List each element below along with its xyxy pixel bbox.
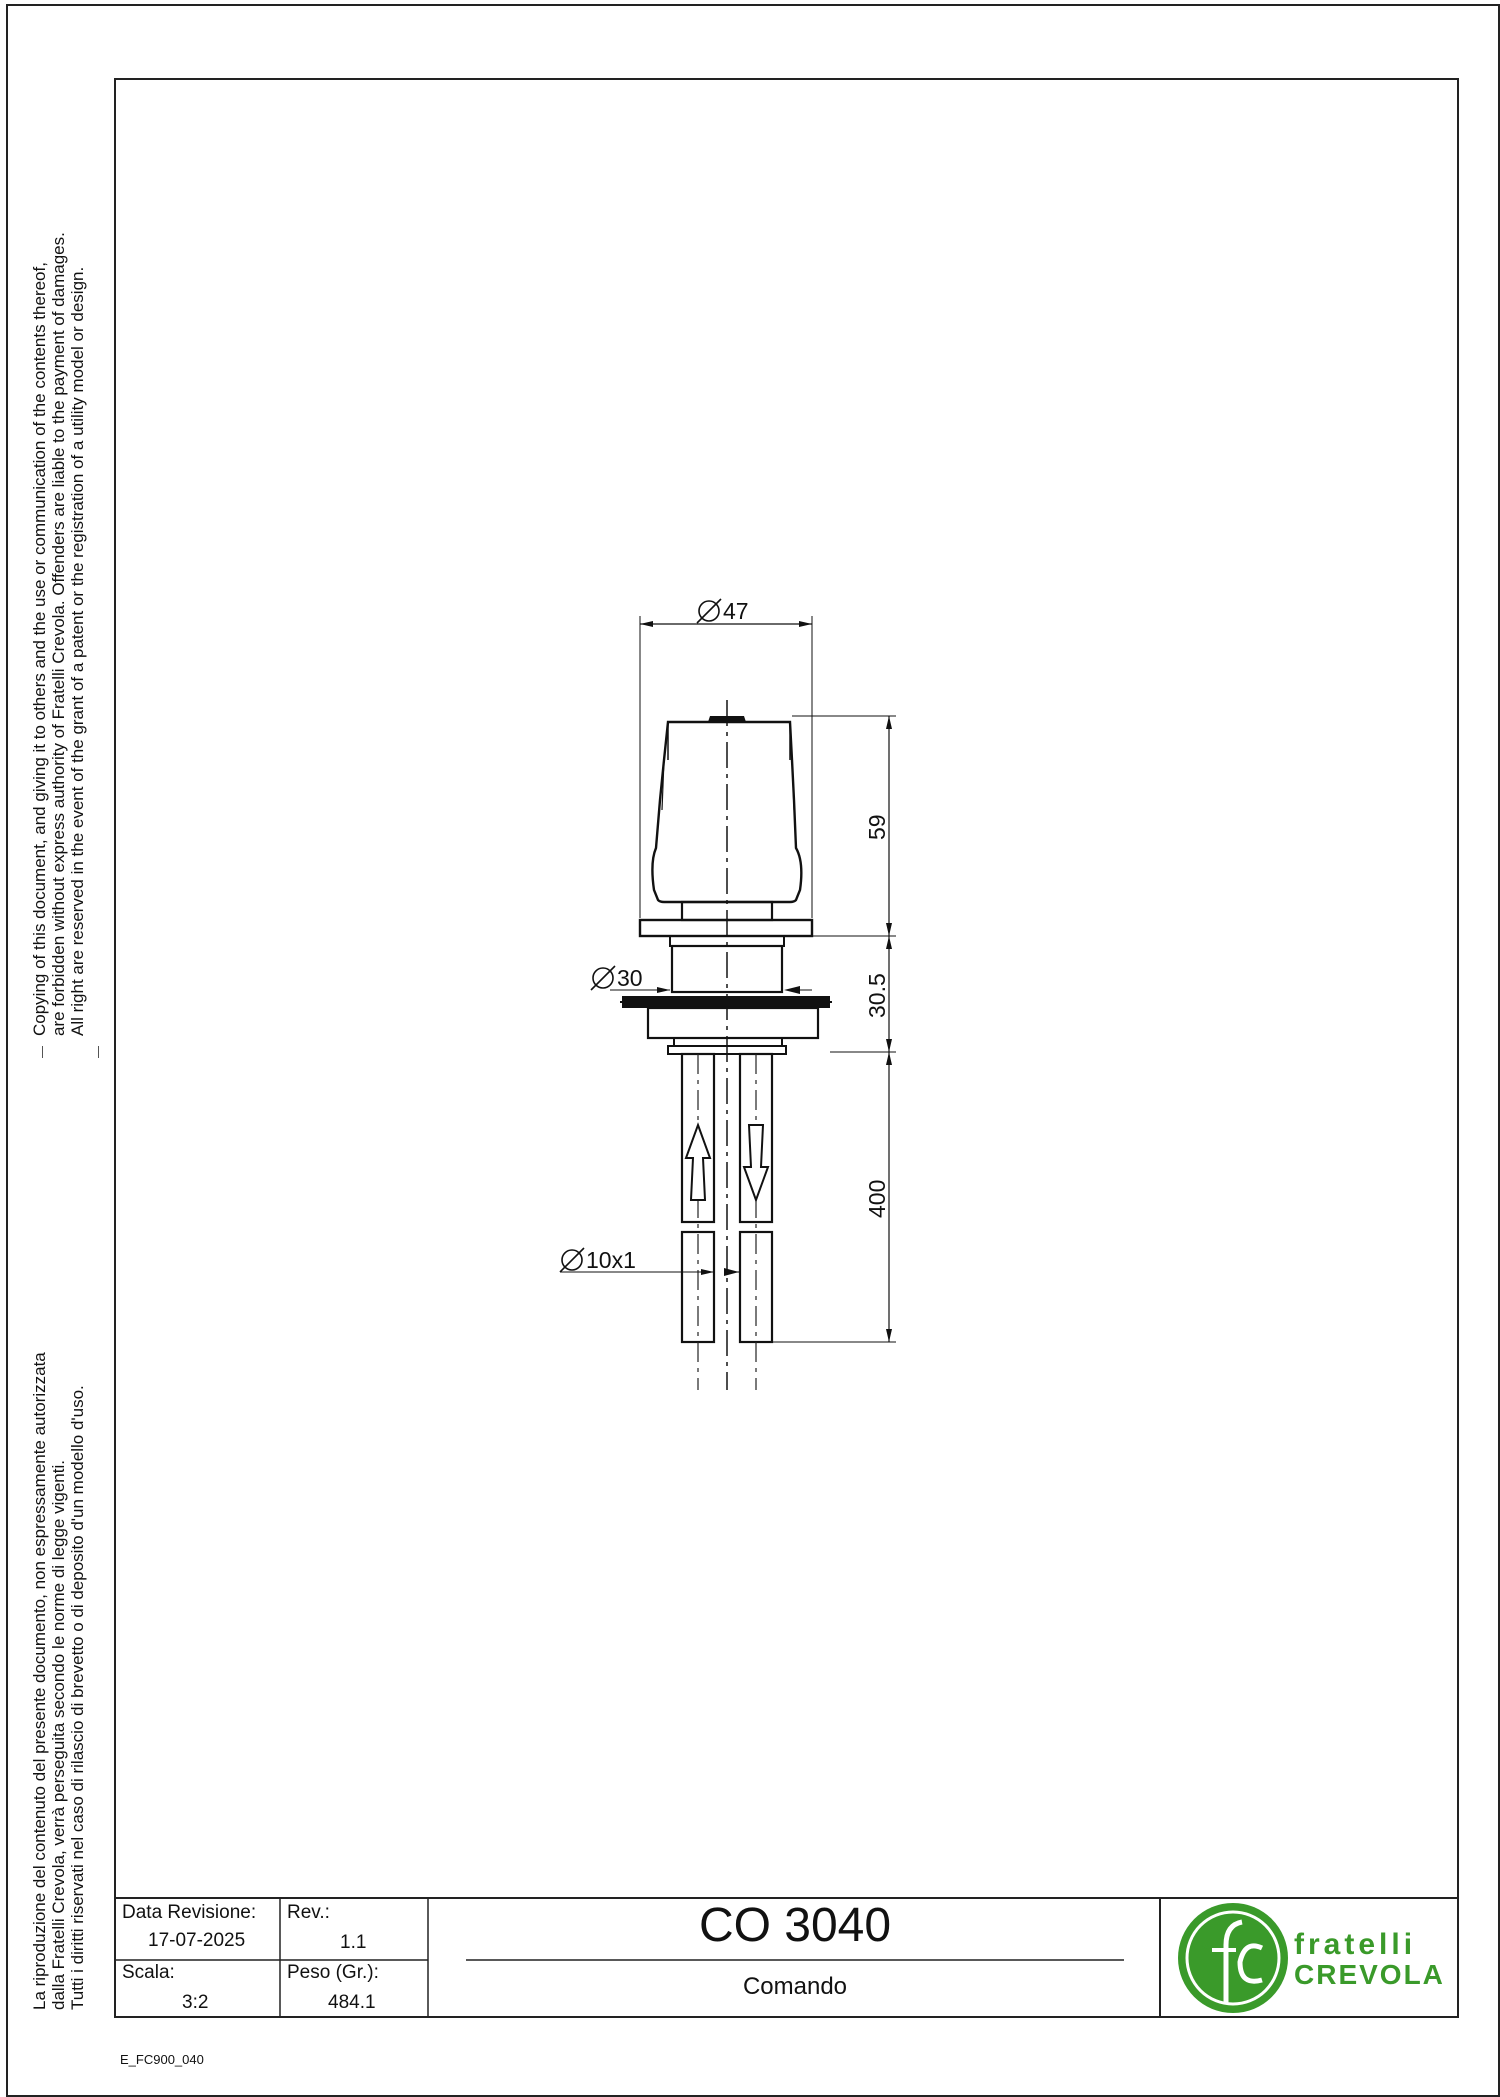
dim-top-diameter: 47	[723, 598, 749, 624]
dim-body-height: 30.5	[864, 973, 890, 1018]
arrow-down-icon	[744, 1125, 768, 1200]
legal-it-line: Tutti i diritti riservati nel caso di rilascio di brevetto o di deposito d'un modello d'uso.	[68, 1385, 87, 2010]
legal-en-line: All right are reserved in the event of the grant of a patent or the registration of a utility model or design.	[68, 266, 87, 1036]
legal-en-line: Copying of this document, and giving it to others and the use or communication of the contents thereof,	[30, 262, 49, 1036]
arrow-up-icon	[686, 1125, 710, 1200]
crevola-logo-icon	[1178, 1903, 1288, 2013]
flange	[622, 996, 830, 1008]
dim-flange-diameter: 30	[617, 965, 643, 991]
dim-pipe-diameter: 10x1	[586, 1247, 636, 1273]
dim-knob-height: 59	[864, 814, 890, 840]
product-code: CO 3040	[698, 1899, 892, 1952]
scale-value: 3:2	[182, 1992, 209, 2013]
dim-pipe-length: 400	[864, 1179, 890, 1218]
rev-label: Rev.:	[287, 1902, 330, 1923]
logo-line-1: fratelli	[1294, 1928, 1417, 1961]
weight-label: Peso (Gr.):	[287, 1962, 379, 1983]
weight-value: 484.1	[328, 1992, 376, 2013]
rev-value: 1.1	[340, 1932, 367, 1953]
logo-line-2: CREVOLA	[1294, 1959, 1445, 1990]
revision-date-value: 17-07-2025	[148, 1930, 246, 1951]
legal-it-line: dalla Fratelli Crevola, verrà perseguita secondo le norme di legge vigenti.	[49, 1460, 68, 2010]
file-name: E_FC900_040	[120, 2052, 204, 2067]
rosette	[640, 920, 812, 936]
product-description: Comando	[742, 1973, 848, 2000]
logo-text	[1294, 1930, 1445, 1990]
revision-date-label: Data Revisione:	[122, 1902, 257, 1923]
scale-label: Scala:	[122, 1962, 175, 1983]
legal-it-line: La riproduzione del contenuto del presente documento, non espressamente autorizzata	[30, 1352, 49, 2010]
legal-en-line: are forbidden without express authority of Fratelli Crevola. Offenders are liable to the payment of damages.	[49, 232, 68, 1036]
